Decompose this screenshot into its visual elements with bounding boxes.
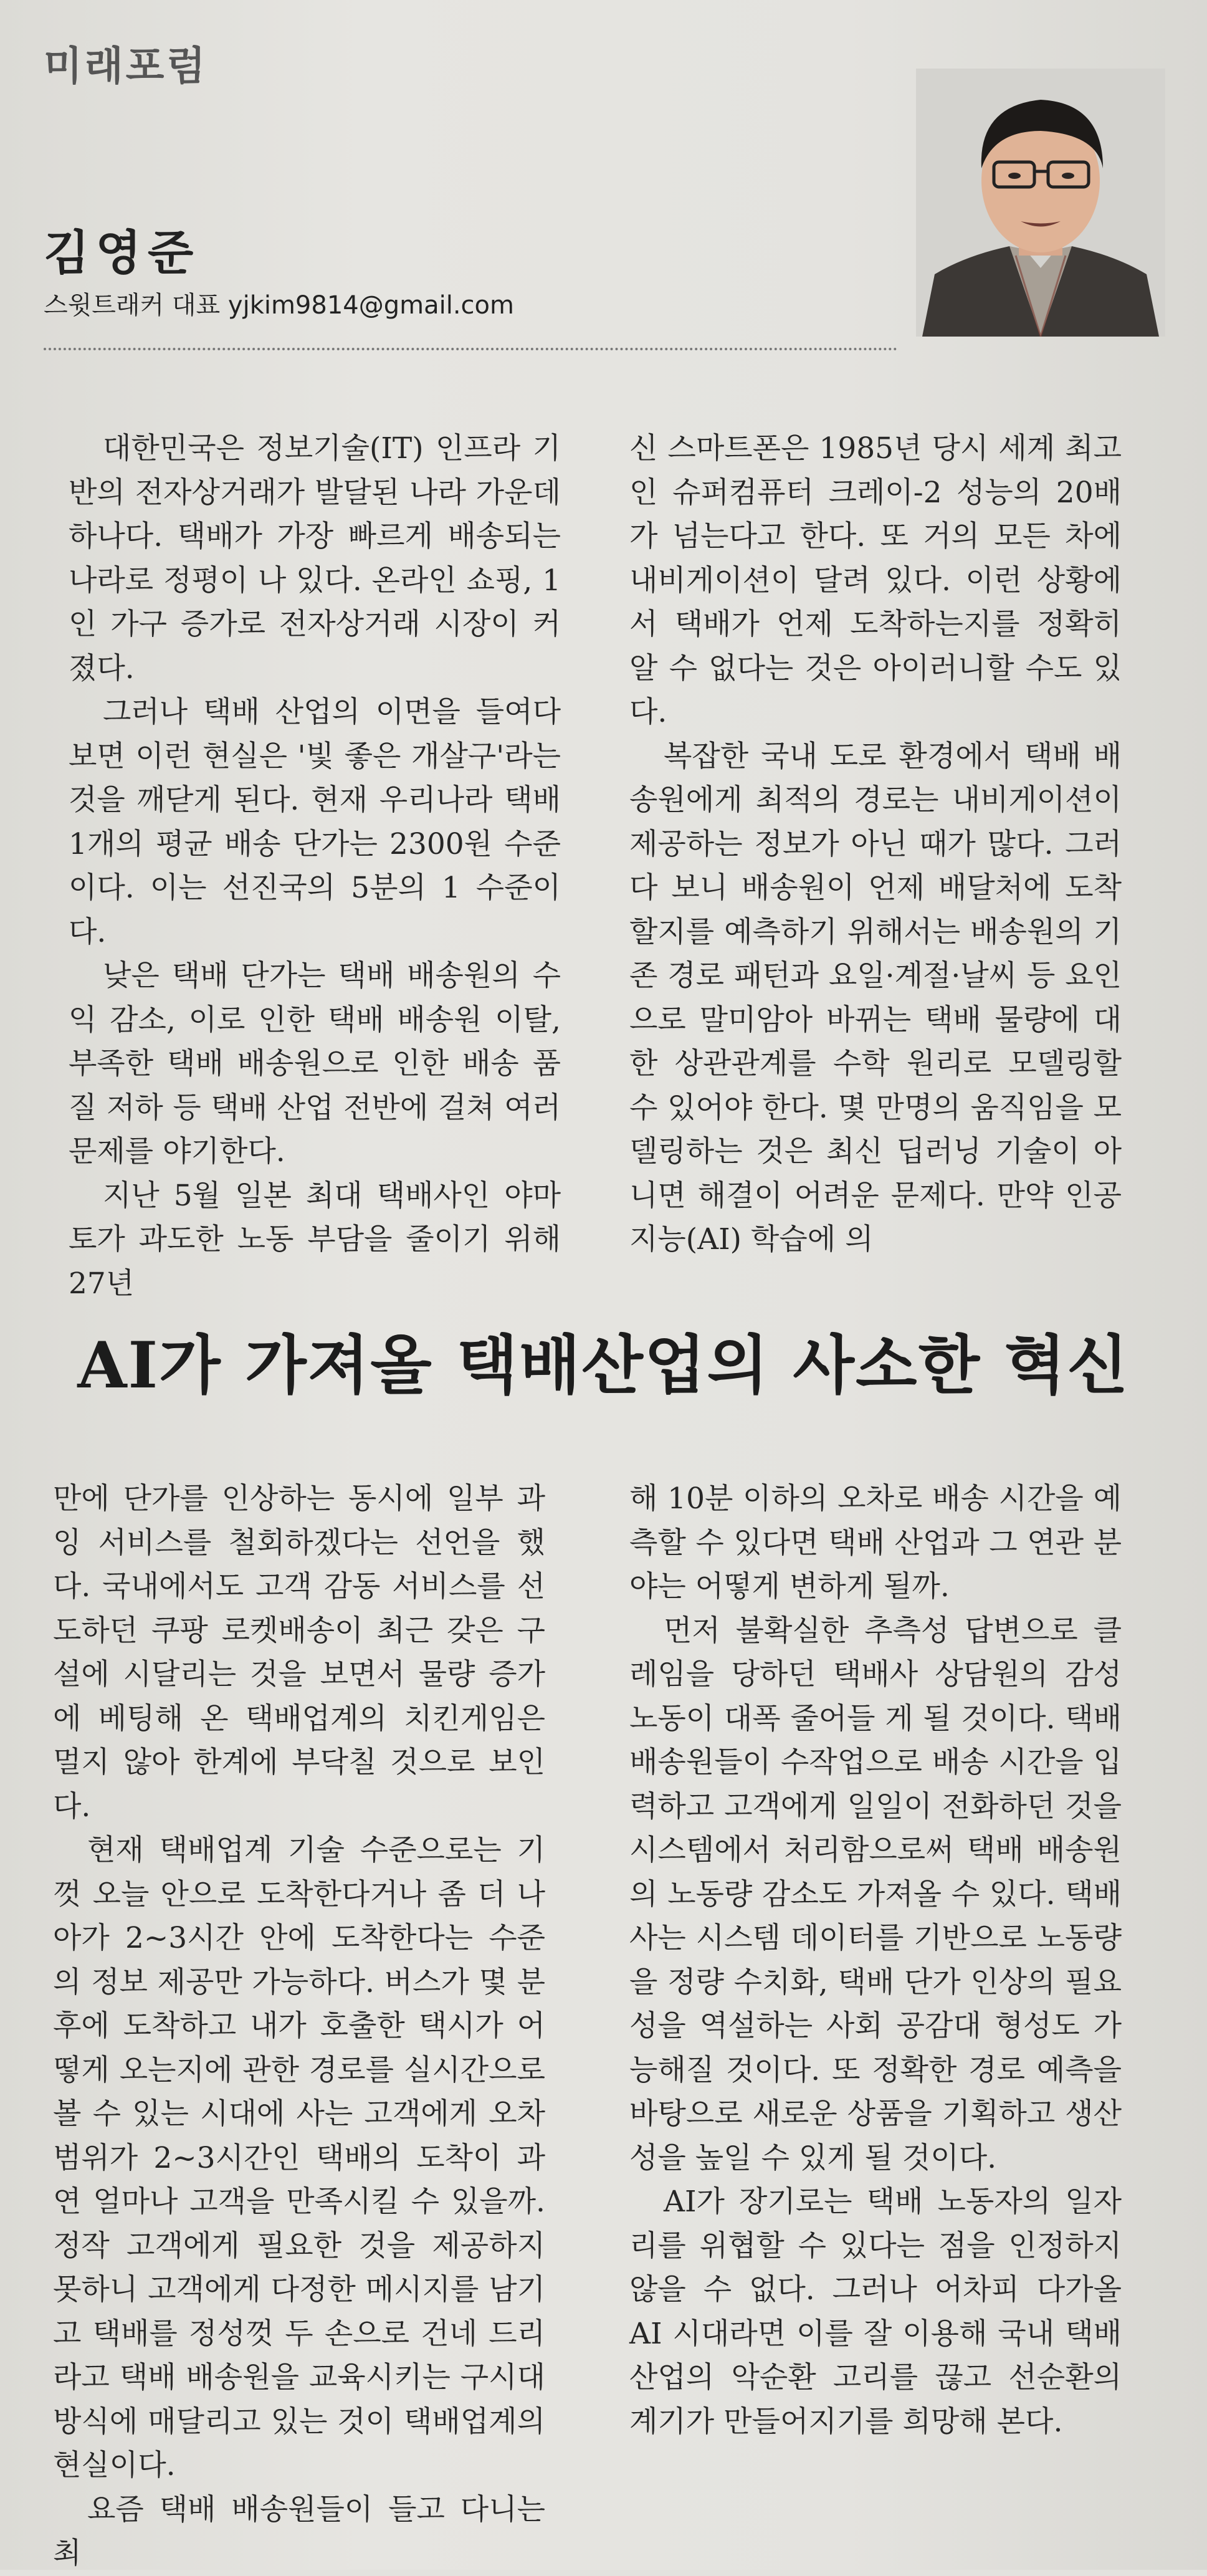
paragraph: AI가 장기로는 택배 노동자의 일자리를 위협할 수 있다는 점을 인정하지 않을 수 없다. 그러나 어차피 다가올 AI 시대라면 이를 잘 이용해 국내 택배 산업의 악순환 고리를 끊고 선순환의 계기가 만들어지기를 희망해 본다. xyxy=(629,2185,1122,2439)
column-top-left xyxy=(69,427,561,1306)
paragraph: 신 스마트폰은 1985년 당시 세계 최고인 슈퍼컴퓨터 크레이-2 성능의 20배가 넘는다고 한다. 또 거의 모든 차에 내비게이션이 달려 있다. 이런 상황에서 택배가 언제 도착하는지를 정확히 알 수 없다는 것은 아이러니할 수도 있다. xyxy=(629,431,1122,729)
paragraph: 먼저 불확실한 추측성 답변으로 클레임을 당하던 택배사 상담원의 감성 노동이 대폭 줄어들 게 될 것이다. 택배 배송원들이 수작업으로 배송 시간을 입력하고 고객에게 일일이 전화하던 것을 시스템에서 처리함으로써 택배 배송원의 노동량 감소도 가져올 수 있다. 택배사는 시스템 데이터를 기반으로 노동량을 정량 수치화, 택배 단가 인상의 필요성을 역설하는 사회 공감대 형성도 가능해질 것이다. 또 정확한 경로 예측을 바탕으로 새로운 상품을 기획하고 생산성을 높일 수 있게 될 것이다. xyxy=(629,1613,1122,2175)
headline: AI가 가져올 택배산업의 사소한 혁신 xyxy=(77,1328,1130,1403)
column-top-right xyxy=(629,427,1122,1262)
paragraph: 대한민국은 정보기술(IT) 인프라 기반의 전자상거래가 발달된 나라 가운데 하나다. 택배가 가장 빠르게 배송되는 나라로 정평이 나 있다. 온라인 쇼핑, 1인 가구 증가로 전자상거래 시장이 커졌다. xyxy=(69,431,561,686)
paragraph: 지난 5월 일본 최대 택배사인 야마토가 과도한 노동 부담을 줄이기 위해 27년 xyxy=(69,1178,561,1301)
section-label: 미래포럼 xyxy=(44,44,208,90)
paragraph: 낮은 택배 단가는 택배 배송원의 수익 감소, 이로 인한 택배 배송원 이탈, 부족한 택배 배송원으로 인한 배송 품질 저하 등 택배 산업 전반에 걸쳐 여러 문제를 야기한다. xyxy=(69,959,561,1169)
paragraph: 현재 택배업계 기술 수준으로는 기껏 오늘 안으로 도착한다거나 좀 더 나아가 2~3시간 안에 도착한다는 수준의 정보 제공만 가능하다. 버스가 몇 분 후에 도착하고 내가 호출한 택시가 어떻게 오는지에 관한 경로를 실시간으로 볼 수 있는 시대에 사는 고객에게 오차 범위가 2~3시간인 택배의 도착이 과연 얼마나 고객을 만족시킬 수 있을까. 정작 고객에게 필요한 것을 제공하지 못하니 고객에게 다정한 메시지를 남기고 택배를 정성껏 두 손으로 건네 드리라고 택배 배송원을 교육시키는 구시대 방식에 매달리고 있는 것이 택배업계의 현실이다. xyxy=(53,1833,545,2483)
author-title: 스윗트래커 대표 yjkim9814@gmail.com xyxy=(44,291,514,320)
column-bottom-left xyxy=(53,1477,545,2576)
paragraph: 복잡한 국내 도로 환경에서 택배 배송원에게 최적의 경로는 내비게이션이 제공하는 정보가 아닌 때가 많다. 그러다 보니 배송원이 언제 배달처에 도착할지를 예측하기 위해서는 배송원의 기존 경로 패턴과 요일·계절·날씨 등 요인으로 말미암아 바뀌는 택배 물량에 대한 상관관계를 수학 원리로 모델링할 수 있어야 한다. 몇 만명의 움직임을 모델링하는 것은 최신 딥러닝 기술이 아니면 해결이 어려운 문제다. 만약 인공지능(AI) 학습에 의 xyxy=(629,739,1122,1257)
paragraph: 요즘 택배 배송원들이 들고 다니는 최 xyxy=(53,2492,545,2570)
author-name: 김영준 xyxy=(44,225,200,280)
header-divider xyxy=(44,348,897,350)
author-photo xyxy=(916,69,1165,337)
paragraph: 그러나 택배 산업의 이면을 들여다보면 이런 현실은 '빛 좋은 개살구'라는 것을 깨닫게 된다. 현재 우리나라 택배 1개의 평균 배송 단가는 2300원 수준이다. 이는 선진국의 5분의 1 수준이다. xyxy=(69,695,561,949)
paragraph: 해 10분 이하의 오차로 배송 시간을 예측할 수 있다면 택배 산업과 그 연관 분야는 어떻게 변하게 될까. xyxy=(629,1482,1122,1604)
column-bottom-right xyxy=(629,1477,1122,2444)
paragraph: 만에 단가를 인상하는 동시에 일부 과잉 서비스를 철회하겠다는 선언을 했다. 국내에서도 고객 감동 서비스를 선도하던 쿠팡 로켓배송이 최근 갖은 구설에 시달리는 것을 보면서 물량 증가에 베팅해 온 택배업계의 치킨게임은 멀지 않아 한계에 부닥칠 것으로 보인다. xyxy=(53,1482,545,1824)
